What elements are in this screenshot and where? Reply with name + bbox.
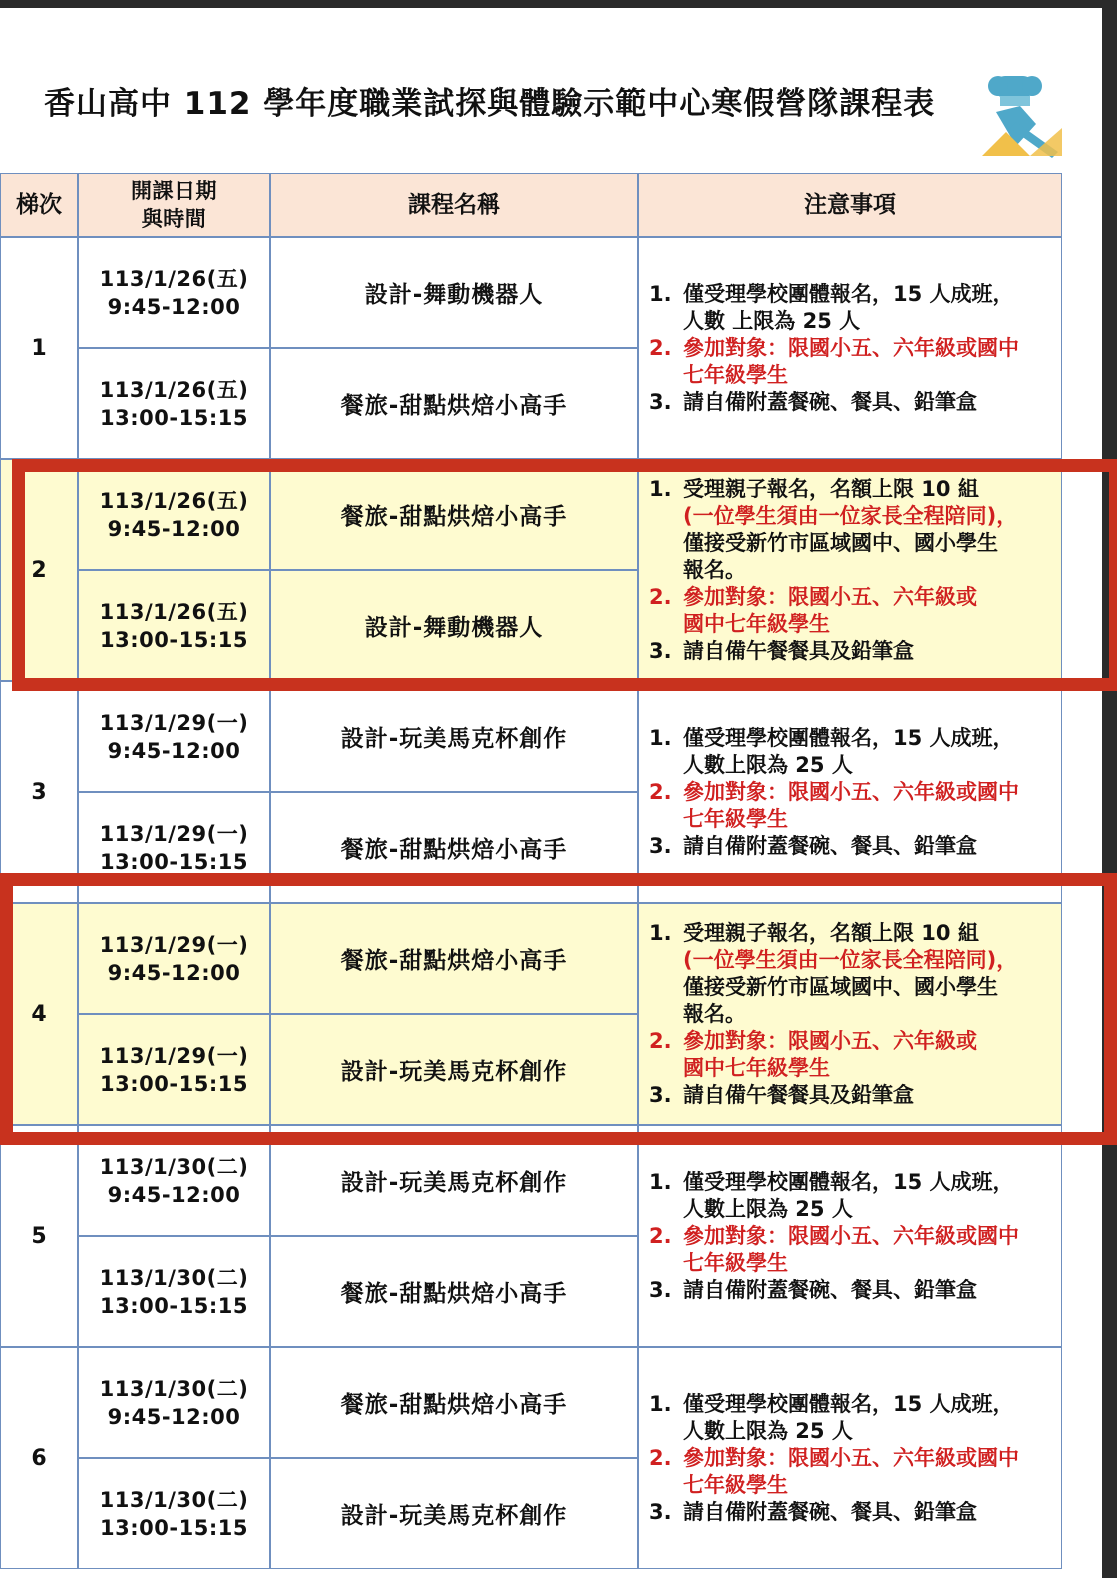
header-notes-label: 注意事項 (804, 192, 896, 218)
session-date: 113/1/30(二) (99, 1154, 249, 1179)
session-course: 餐旅-甜點烘焙小高手 (340, 393, 568, 419)
note-line: 七年級學生 (683, 1472, 788, 1497)
session-date-cell (78, 1125, 270, 1236)
session-date: 113/1/26(五) (99, 488, 249, 513)
note-number: 2. (649, 1445, 672, 1470)
group-notes-cell (638, 237, 1062, 459)
notes-list (649, 725, 1019, 860)
note-item (649, 281, 1019, 335)
session-course: 餐旅-甜點烘焙小高手 (340, 1281, 568, 1307)
note-text (683, 584, 977, 638)
session-date: 113/1/30(二) (99, 1265, 249, 1290)
session-course-cell (270, 903, 638, 1014)
note-line: 參加對象：限國小五、六年級或國中 (683, 335, 1019, 360)
session-time: 13:00-15:15 (100, 1515, 248, 1540)
session-date: 113/1/29(一) (99, 932, 249, 957)
chef-hat-pencil-icon (976, 72, 1066, 162)
note-number: 1. (649, 920, 672, 945)
session-course-cell (270, 681, 638, 792)
note-text (683, 779, 1019, 833)
note-item (649, 1499, 1019, 1526)
note-item (649, 779, 1019, 833)
note-line: 參加對象：限國小五、六年級或國中 (683, 779, 1019, 804)
page-title: 香山高中 112 學年度職業試探與體驗示範中心寒假營隊課程表 (44, 86, 936, 122)
note-line: 受理親子報名，名額上限 10 組 (683, 920, 979, 945)
note-number (649, 974, 683, 1028)
note-line: 參加對象：限國小五、六年級或國中 (683, 1445, 1019, 1470)
session-course: 餐旅-甜點烘焙小高手 (340, 504, 568, 530)
note-line: 人數 上限為 25 人 (683, 308, 861, 333)
note-number (649, 503, 683, 530)
session-date-cell (78, 570, 270, 681)
note-line: 參加對象：限國小五、六年級或 (683, 584, 977, 609)
note-text (683, 1499, 977, 1526)
note-line: 報名。 (683, 557, 746, 582)
group-index: 5 (31, 1223, 47, 1249)
group-notes-cell (638, 903, 1062, 1125)
header-course-label: 課程名稱 (408, 192, 500, 218)
note-number: 2. (649, 335, 672, 360)
session-course-cell (270, 459, 638, 570)
group-index: 3 (31, 779, 47, 805)
session-date-cell (78, 1458, 270, 1569)
note-line: 僅接受新竹市區域國中、國小學生 (683, 530, 998, 555)
note-text (683, 638, 914, 665)
notes-list (649, 1169, 1019, 1304)
header-index-label: 梯次 (16, 192, 62, 218)
note-item (649, 947, 1017, 974)
group-notes-cell (638, 1125, 1062, 1347)
group-index-cell (0, 1347, 78, 1569)
note-number: 1. (649, 1391, 672, 1416)
note-text (683, 389, 977, 416)
header-date-line2: 與時間 (141, 207, 207, 231)
session-time: 13:00-15:15 (100, 405, 248, 430)
session-course: 設計-玩美馬克杯創作 (340, 1059, 568, 1085)
group-index: 1 (31, 335, 47, 361)
note-line: 參加對象：限國小五、六年級或 (683, 1028, 977, 1053)
session-date-cell (78, 237, 270, 348)
note-line: 國中七年級學生 (683, 1055, 830, 1080)
note-line: 報名。 (683, 1001, 746, 1026)
note-item (649, 725, 1019, 779)
session-course: 設計-玩美馬克杯創作 (340, 1503, 568, 1529)
note-line: 僅接受新竹市區域國中、國小學生 (683, 974, 998, 999)
notes-list (649, 281, 1019, 416)
note-item (649, 833, 1019, 860)
group-index: 6 (31, 1445, 47, 1471)
note-line: 僅受理學校團體報名，15 人成班， (683, 1391, 1014, 1416)
session-course-cell (270, 1458, 638, 1569)
note-text (683, 476, 979, 503)
note-number: 1. (649, 281, 672, 306)
session-date: 113/1/29(一) (99, 710, 249, 735)
note-text (683, 281, 1014, 335)
note-line: 七年級學生 (683, 362, 788, 387)
note-number (649, 530, 683, 584)
note-item (649, 974, 1017, 1028)
note-text (683, 530, 998, 584)
note-item (649, 1445, 1019, 1499)
note-line: 僅受理學校團體報名，15 人成班， (683, 281, 1014, 306)
note-number: 2. (649, 1028, 672, 1053)
session-course: 設計-玩美馬克杯創作 (340, 726, 568, 752)
note-line: (一位學生須由一位家長全程陪同)， (683, 947, 1018, 972)
group-index-cell (0, 1125, 78, 1347)
session-time: 9:45-12:00 (107, 738, 241, 763)
session-course-cell (270, 237, 638, 348)
note-text (683, 1391, 1014, 1445)
note-line: 僅受理學校團體報名，15 人成班， (683, 725, 1014, 750)
header-date-line1: 開課日期 (131, 179, 217, 203)
session-date-cell (78, 792, 270, 903)
note-text (683, 1169, 1014, 1223)
note-item (649, 530, 1017, 584)
note-number (649, 947, 683, 974)
note-item (649, 335, 1019, 389)
note-text (683, 335, 1019, 389)
session-date: 113/1/26(五) (99, 266, 249, 291)
note-line: 請自備午餐餐具及鉛筆盒 (683, 1082, 914, 1107)
note-item (649, 1277, 1019, 1304)
session-time: 9:45-12:00 (107, 1404, 241, 1429)
group-index-cell (0, 237, 78, 459)
note-number: 3. (649, 389, 672, 414)
session-time: 9:45-12:00 (107, 960, 241, 985)
session-course: 設計-舞動機器人 (364, 282, 544, 308)
note-line: 人數上限為 25 人 (683, 1196, 853, 1221)
note-text (683, 833, 977, 860)
note-line: 人數上限為 25 人 (683, 1418, 853, 1443)
group-index-cell (0, 459, 78, 681)
note-number: 1. (649, 476, 672, 501)
note-text (683, 1082, 914, 1109)
session-course: 餐旅-甜點烘焙小高手 (340, 948, 568, 974)
session-date-cell (78, 681, 270, 792)
session-time: 13:00-15:15 (100, 1293, 248, 1318)
session-time: 13:00-15:15 (100, 1071, 248, 1096)
session-date-cell (78, 348, 270, 459)
session-time: 9:45-12:00 (107, 516, 241, 541)
note-text (683, 1028, 977, 1082)
session-course: 設計-舞動機器人 (364, 615, 544, 641)
note-item (649, 1028, 1017, 1082)
note-line: 僅受理學校團體報名，15 人成班， (683, 1169, 1014, 1194)
note-item (649, 1082, 1017, 1109)
note-text (683, 725, 1014, 779)
note-item (649, 1223, 1019, 1277)
session-course: 設計-玩美馬克杯創作 (340, 1170, 568, 1196)
session-course-cell (270, 792, 638, 903)
header-index (0, 173, 78, 237)
note-line: 請自備附蓋餐碗、餐具、鉛筆盒 (683, 1277, 977, 1302)
group-index-cell (0, 903, 78, 1125)
note-text (683, 503, 1017, 530)
note-text (683, 947, 1017, 974)
note-number: 2. (649, 584, 672, 609)
notes-list (649, 476, 1017, 665)
note-item (649, 389, 1019, 416)
session-time: 13:00-15:15 (100, 849, 248, 874)
note-text (683, 974, 998, 1028)
session-time: 9:45-12:00 (107, 1182, 241, 1207)
group-index: 2 (31, 557, 47, 583)
note-line: 參加對象：限國小五、六年級或國中 (683, 1223, 1019, 1248)
note-text (683, 1223, 1019, 1277)
note-line: 請自備附蓋餐碗、餐具、鉛筆盒 (683, 833, 977, 858)
session-date-cell (78, 1347, 270, 1458)
session-date: 113/1/30(二) (99, 1487, 249, 1512)
session-course: 餐旅-甜點烘焙小高手 (340, 837, 568, 863)
session-time: 9:45-12:00 (107, 294, 241, 319)
session-date: 113/1/29(一) (99, 821, 249, 846)
note-number: 3. (649, 1277, 672, 1302)
note-number: 2. (649, 779, 672, 804)
note-item (649, 503, 1017, 530)
session-date-cell (78, 903, 270, 1014)
header-date (78, 173, 270, 237)
group-notes-cell (638, 459, 1062, 681)
group-index: 4 (31, 1001, 47, 1027)
header-course (270, 173, 638, 237)
session-course: 餐旅-甜點烘焙小高手 (340, 1392, 568, 1418)
session-course-cell (270, 348, 638, 459)
note-text (683, 1445, 1019, 1499)
session-course-cell (270, 1014, 638, 1125)
note-line: 七年級學生 (683, 1250, 788, 1275)
note-line: 國中七年級學生 (683, 611, 830, 636)
session-course-cell (270, 1125, 638, 1236)
note-item (649, 1169, 1019, 1223)
group-index-cell (0, 681, 78, 903)
session-date: 113/1/30(二) (99, 1376, 249, 1401)
session-date-cell (78, 1014, 270, 1125)
note-item (649, 1391, 1019, 1445)
session-date-cell (78, 459, 270, 570)
note-line: 請自備附蓋餐碗、餐具、鉛筆盒 (683, 1499, 977, 1524)
session-course-cell (270, 1347, 638, 1458)
note-number: 1. (649, 1169, 672, 1194)
header-notes (638, 173, 1062, 237)
notes-list (649, 1391, 1019, 1526)
session-date: 113/1/26(五) (99, 599, 249, 624)
note-item (649, 584, 1017, 638)
note-line: 請自備附蓋餐碗、餐具、鉛筆盒 (683, 389, 977, 414)
note-item (649, 476, 1017, 503)
note-number: 1. (649, 725, 672, 750)
session-time: 13:00-15:15 (100, 627, 248, 652)
session-date: 113/1/29(一) (99, 1043, 249, 1068)
group-notes-cell (638, 681, 1062, 903)
session-course-cell (270, 1236, 638, 1347)
note-line: 人數上限為 25 人 (683, 752, 853, 777)
note-number: 3. (649, 638, 672, 663)
note-item (649, 638, 1017, 665)
note-text (683, 1277, 977, 1304)
note-line: 受理親子報名，名額上限 10 組 (683, 476, 979, 501)
note-number: 3. (649, 1499, 672, 1524)
note-line: 請自備午餐餐具及鉛筆盒 (683, 638, 914, 663)
note-item (649, 920, 1017, 947)
session-date: 113/1/26(五) (99, 377, 249, 402)
document-page (0, 8, 1102, 1578)
notes-list (649, 920, 1017, 1109)
note-line: (一位學生須由一位家長全程陪同)， (683, 503, 1018, 528)
note-number: 2. (649, 1223, 672, 1248)
note-line: 七年級學生 (683, 806, 788, 831)
note-number: 3. (649, 833, 672, 858)
session-course-cell (270, 570, 638, 681)
group-notes-cell (638, 1347, 1062, 1569)
session-date-cell (78, 1236, 270, 1347)
note-text (683, 920, 979, 947)
note-number: 3. (649, 1082, 672, 1107)
